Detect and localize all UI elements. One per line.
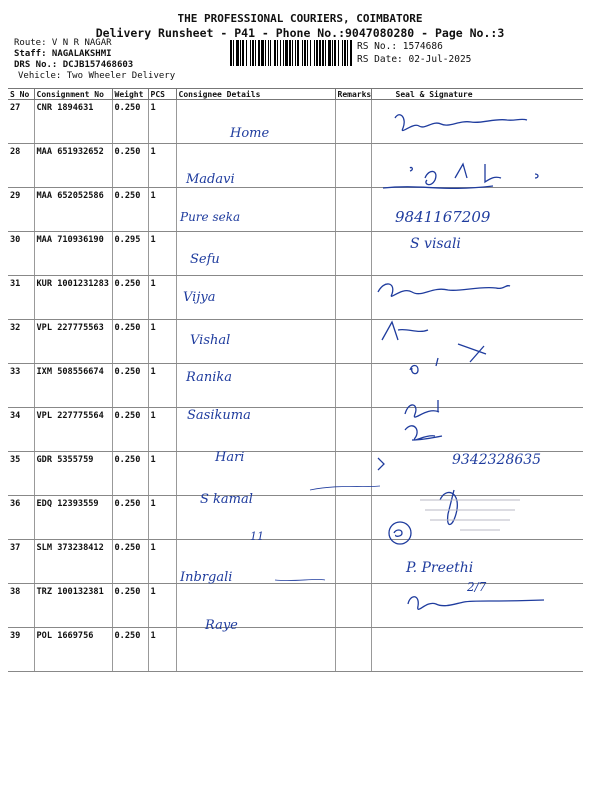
handwritten-name: Raye [205,618,238,633]
handwritten-date: 2/7 [467,580,487,594]
consignment-cell: GDR 5355759 [34,452,112,496]
col-header-signature: Seal & Signature [371,89,583,100]
sno-cell: 34 [8,408,34,452]
sno-cell: 32 [8,320,34,364]
consignment-cell: KUR 1001231283 [34,276,112,320]
route-label: Route: V N R NAGAR [14,38,112,48]
consignment-cell: VPL 227775563 [34,320,112,364]
sno-cell: 30 [8,232,34,276]
handwritten-name: Vijya [183,290,216,305]
pcs-cell: 1 [148,232,176,276]
consignment-cell: VPL 227775564 [34,408,112,452]
weight-cell: 0.250 [112,628,148,672]
sno-cell: 35 [8,452,34,496]
vehicle-label: Vehicle: Two Wheeler Delivery [18,71,176,81]
sno-cell: 31 [8,276,34,320]
consignment-cell: POL 1669756 [34,628,112,672]
sno-cell: 28 [8,144,34,188]
sno-cell: 38 [8,584,34,628]
handwritten-name: 11 [250,530,264,543]
handwritten-name: Ranika [186,370,232,385]
staff-label: Staff: NAGALAKSHMI [14,49,112,59]
consignment-cell: CNR 1894631 [34,100,112,144]
handwritten-name: Home [230,126,270,141]
pcs-cell: 1 [148,408,176,452]
consignment-cell: MAA 651932652 [34,144,112,188]
weight-cell: 0.250 [112,584,148,628]
col-header-sno: S No [8,89,34,100]
handwritten-name: Inbrgali [180,570,233,585]
weight-cell: 0.250 [112,496,148,540]
pcs-cell: 1 [148,496,176,540]
pcs-cell: 1 [148,144,176,188]
col-header-consignment: Consignment No [34,89,112,100]
sno-cell: 33 [8,364,34,408]
weight-cell: 0.250 [112,188,148,232]
weight-cell: 0.250 [112,540,148,584]
col-header-weight: Weight [112,89,148,100]
pcs-cell: 1 [148,540,176,584]
handwritten-name: Sasikuma [187,408,251,423]
pcs-cell: 1 [148,100,176,144]
weight-cell: 0.250 [112,276,148,320]
pcs-cell: 1 [148,188,176,232]
weight-cell: 0.250 [112,408,148,452]
runsheet-subtitle: Delivery Runsheet - P41 - Phone No.:9047080280 - Page No.:3 [95,26,505,40]
handwritten-name: S kamal [200,492,253,507]
handwritten-signature-text: S visali [410,236,461,252]
consignment-cell: MAA 710936190 [34,232,112,276]
weight-cell: 0.250 [112,452,148,496]
handwritten-name: Madavi [186,172,235,187]
company-title: THE PROFESSIONAL COURIERS, COIMBATORE [177,12,423,25]
rs-number: RS No.: 1574686 [357,41,443,52]
pcs-cell: 1 [148,320,176,364]
col-header-pcs: PCS [148,89,176,100]
sno-cell: 37 [8,540,34,584]
drs-label: DRS No.: DCJB157468603 [14,60,134,70]
sno-cell: 36 [8,496,34,540]
sno-cell: 39 [8,628,34,672]
pcs-cell: 1 [148,628,176,672]
consignment-cell: TRZ 100132381 [34,584,112,628]
consignment-cell: EDQ 12393559 [34,496,112,540]
pcs-cell: 1 [148,364,176,408]
pcs-cell: 1 [148,584,176,628]
consignment-cell: IXM 508556674 [34,364,112,408]
handwritten-signature-text: P. Preethi [406,560,474,576]
weight-cell: 0.250 [112,144,148,188]
handwritten-phone: 9841167209 [395,208,491,226]
sno-cell: 27 [8,100,34,144]
rs-date: RS Date: 02-Jul-2025 [357,54,472,65]
col-header-consignee: Consignee Details [176,89,335,100]
pcs-cell: 1 [148,452,176,496]
consignment-cell: SLM 373238412 [34,540,112,584]
col-header-remarks: Remarks [335,89,371,100]
handwritten-phone: 9342328635 [452,452,542,468]
sno-cell: 29 [8,188,34,232]
weight-cell: 0.295 [112,232,148,276]
handwritten-name: Pure seka [180,210,241,224]
consignment-cell: MAA 652052586 [34,188,112,232]
handwritten-name: Sefu [190,252,220,267]
weight-cell: 0.250 [112,320,148,364]
handwritten-name: Hari [215,450,245,465]
weight-cell: 0.250 [112,100,148,144]
weight-cell: 0.250 [112,364,148,408]
pcs-cell: 1 [148,276,176,320]
handwritten-name: Vishal [190,333,231,348]
